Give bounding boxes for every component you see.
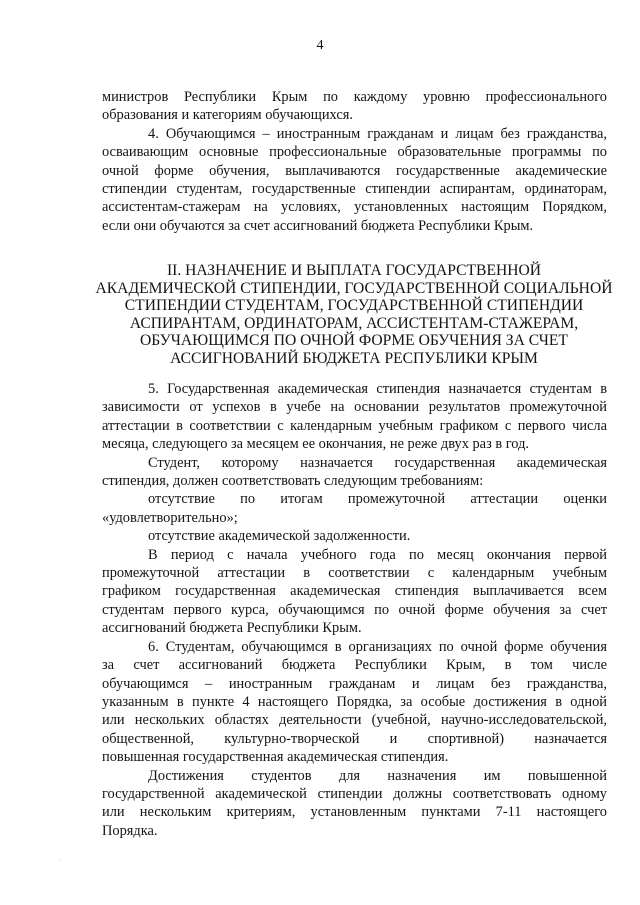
text-line: или нескольким критериям, установленным пунктами 7-11 настоящего	[102, 804, 607, 821]
section-title-line: АКАДЕМИЧЕСКОЙ СТИПЕНДИИ, ГОСУДАРСТВЕННОЙ СОЦИАЛЬНОЙ	[95, 279, 613, 297]
text-line: зависимости от успехов в учебе на основании результатов промежуточной	[102, 399, 607, 416]
text-line: ассигнований бюджета Республики Крым.	[102, 620, 362, 637]
section-title-line: АССИГНОВАНИЙ БЮДЖЕТА РЕСПУБЛИКИ КРЫМ	[170, 349, 538, 367]
text-line: указанным в пункте 4 настоящего Порядка, за особые достижения в одной	[102, 693, 607, 710]
section-title-line: СТИПЕНДИИ СТУДЕНТАМ, ГОСУДАРСТВЕННОЙ СТИПЕНДИИ	[124, 297, 584, 315]
bottom-paragraph	[102, 454, 607, 491]
text-line: министров Республики Крым по каждому уровню профессионального	[102, 89, 607, 105]
bottom-paragraph	[102, 546, 607, 638]
top-paragraph	[102, 88, 607, 125]
text-line: отсутствие академической задолженности.	[148, 528, 411, 545]
text-line: осваивающим основные профессиональные образовательные программы по	[102, 144, 607, 161]
text-line: месяца, следующего за месяцем ее окончания, не реже двух раз в год.	[102, 436, 529, 453]
section-title	[94, 262, 614, 368]
text-line: общественной, культурно-творческой и спортивной) назначается	[102, 730, 607, 747]
bottom-paragraph	[102, 767, 607, 841]
text-line: 4. Обучающимся – иностранным гражданам и лицам без гражданства,	[148, 125, 607, 142]
text-line: обучающимся – иностранным гражданам и лицам без гражданства,	[102, 675, 607, 692]
text-line: студентам первого курса, обучающимся по очной форме обучения за счет	[102, 601, 607, 618]
text-line: графиком государственная академическая стипендия выплачивается всем	[102, 583, 607, 600]
text-line: повышенная государственная академическая стипендия.	[102, 749, 449, 766]
text-line: ассистентам-стажерам на условиях, установленных настоящим Порядком,	[102, 199, 607, 216]
section-title-line: АСПИРАНТАМ, ОРДИНАТОРАМ, АССИСТЕНТАМ-СТАЖЕРАМ,	[129, 314, 579, 332]
bottom-paragraph	[102, 380, 607, 454]
text-line: Достижения студентов для назначения им повышенной	[148, 767, 607, 784]
bottom-paragraph	[102, 527, 607, 545]
text-line: если они обучаются за счет ассигнований бюджета Республики Крым.	[102, 217, 534, 234]
text-line: за счет ассигнований бюджета Республики Крым, в том числе	[102, 657, 607, 674]
text-line: очной форме обучения, выплачиваются государственные академические	[102, 162, 607, 179]
section-title-line: ОБУЧАЮЩИМСЯ ПО ОЧНОЙ ФОРМЕ ОБУЧЕНИЯ ЗА СЧЕТ	[140, 332, 568, 350]
page-number: 4	[316, 38, 324, 53]
bottom-paragraph	[102, 490, 607, 527]
scan-speck	[60, 860, 61, 861]
text-line: аттестации в соответствии с календарным учебным графиком с первого числа	[102, 417, 607, 434]
top-paragraph	[102, 125, 607, 235]
text-line: отсутствие по итогам промежуточной аттестации оценки	[148, 491, 607, 508]
bottom-paragraph	[102, 638, 607, 767]
text-line: или нескольких областях деятельности (учебной, научно-исследовательской,	[102, 712, 607, 729]
text-line: 5. Государственная академическая стипендия назначается студентам в	[148, 381, 607, 397]
text-line: Студент, которому назначается государственная академическая	[148, 454, 607, 471]
text-line: 6. Студентам, обучающимся в организациях по очной форме обучения	[148, 638, 607, 655]
text-line: В период с начала учебного года по месяц окончания первой	[148, 546, 607, 563]
bottom-text-block	[102, 380, 607, 840]
text-line: промежуточной аттестации в соответствии с календарным учебным	[102, 565, 607, 582]
text-line: образования и категориям обучающихся.	[102, 107, 353, 124]
section-title-line: II. НАЗНАЧЕНИЕ И ВЫПЛАТА ГОСУДАРСТВЕННОЙ	[166, 262, 542, 279]
text-line: стипендия, должен соответствовать следующим требованиям:	[102, 473, 484, 490]
text-line: «удовлетворительно»;	[102, 509, 238, 526]
text-line: Порядка.	[102, 822, 158, 839]
text-line: стипендии студентам, государственные стипендии аспирантам, ординаторам,	[102, 181, 607, 198]
text-line: государственной академической стипендии должны соответствовать одному	[102, 785, 607, 802]
top-text-block	[102, 88, 607, 235]
